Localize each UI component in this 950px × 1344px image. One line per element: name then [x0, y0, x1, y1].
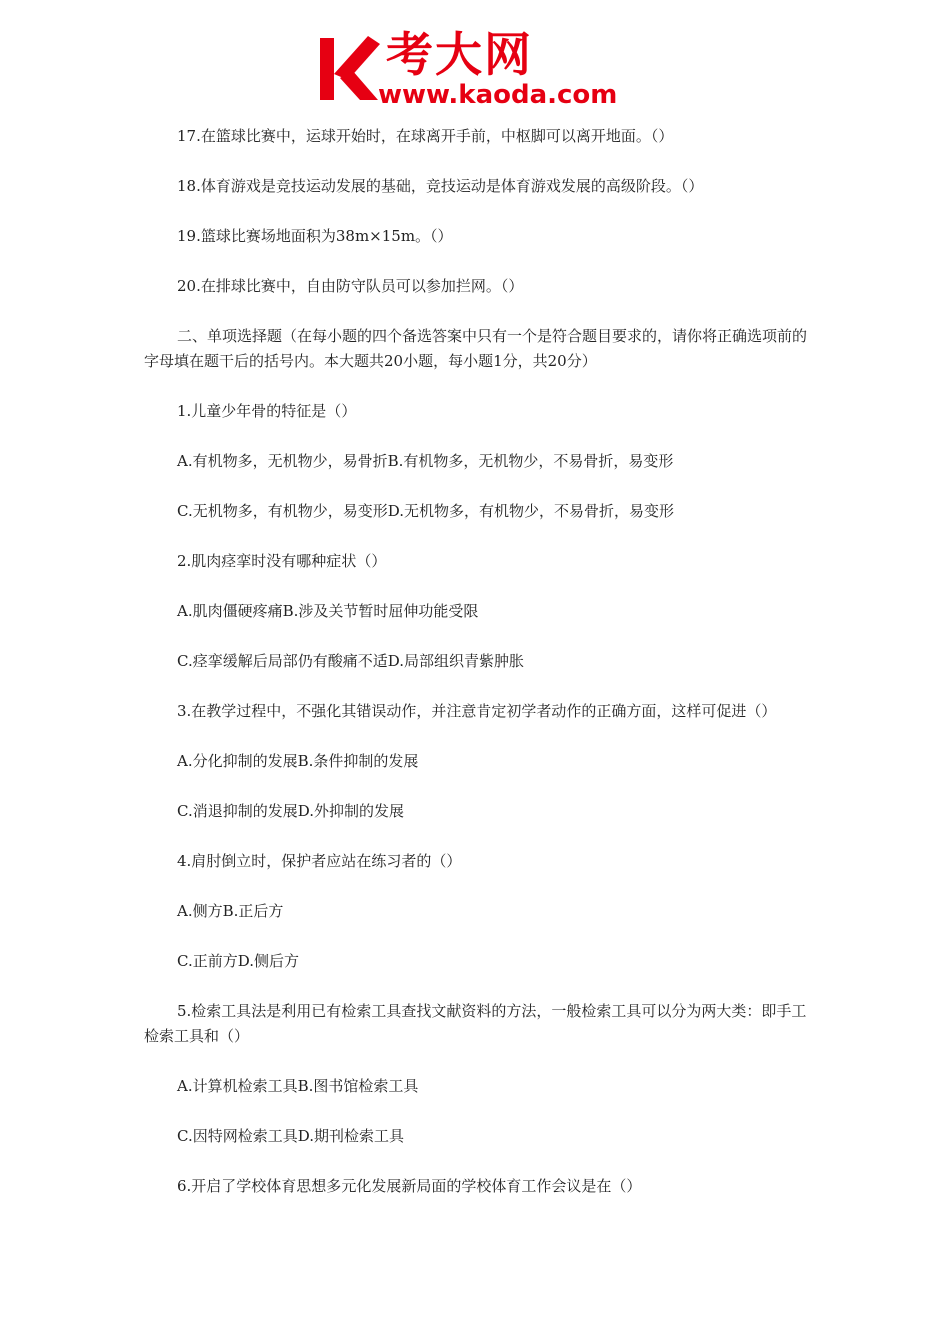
- logo-brand-text: 考大网: [386, 28, 533, 83]
- choice-question-1: 1.儿童少年骨的特征是（）: [177, 402, 357, 420]
- k-logo-icon: [318, 34, 382, 102]
- question-18: 18.体育游戏是竞技运动发展的基础，竞技运动是体育游戏发展的高级阶段。（）: [177, 177, 704, 195]
- question-19: 19.篮球比赛场地面积为38m×15m。（）: [177, 227, 453, 245]
- choice-question-4-options-ab: A.侧方B.正后方: [177, 902, 284, 920]
- question-20: 20.在排球比赛中，自由防守队员可以参加拦网。（）: [177, 277, 524, 295]
- question-17: 17.在篮球比赛中，运球开始时，在球离开手前，中枢脚可以离开地面。（）: [177, 127, 674, 145]
- kaoda-logo[interactable]: [318, 28, 640, 110]
- choice-question-1-options-ab: A.有机物多，无机物少，易骨折B.有机物多，无机物少，不易骨折，易变形: [177, 452, 674, 470]
- choice-question-2: 2.肌肉痉挛时没有哪种症状（）: [177, 552, 387, 570]
- choice-question-5-options-ab: A.计算机检索工具B.图书馆检索工具: [177, 1077, 419, 1095]
- choice-question-5-options-cd: C.因特网检索工具D.期刊检索工具: [177, 1127, 404, 1145]
- document-body: [144, 124, 808, 1224]
- choice-question-5: 5.检索工具法是利用已有检索工具查找文献资料的方法，一般检索工具可以分为两大类：即手工检索工具和（）: [144, 1002, 807, 1045]
- choice-question-3-options-cd: C.消退抑制的发展D.外抑制的发展: [177, 802, 404, 820]
- choice-question-4-options-cd: C.正前方D.侧后方: [177, 952, 299, 970]
- choice-question-2-options-ab: A.肌肉僵硬疼痛B.涉及关节暂时屈伸功能受限: [177, 602, 479, 620]
- choice-question-6: 6.开启了学校体育思想多元化发展新局面的学校体育工作会议是在（）: [177, 1177, 642, 1195]
- choice-question-4: 4.肩肘倒立时，保护者应站在练习者的（）: [177, 852, 462, 870]
- section-heading-single-choice: 二、单项选择题（在每小题的四个备选答案中只有一个是符合题目要求的，请你将正确选项前的字母填在题干后的括号内。本大题共20小题，每小题1分，共20分）: [144, 327, 808, 370]
- choice-question-3-options-ab: A.分化抑制的发展B.条件抑制的发展: [177, 752, 419, 770]
- logo-url-text: www.kaoda.com: [378, 80, 618, 110]
- choice-question-2-options-cd: C.痉挛缓解后局部仍有酸痛不适D.局部组织青紫肿胀: [177, 652, 524, 670]
- choice-question-3: 3.在教学过程中，不强化其错误动作，并注意肯定初学者动作的正确方面，这样可促进（）: [177, 702, 777, 720]
- choice-question-1-options-cd: C.无机物多，有机物少，易变形D.无机物多，有机物少，不易骨折，易变形: [177, 502, 674, 520]
